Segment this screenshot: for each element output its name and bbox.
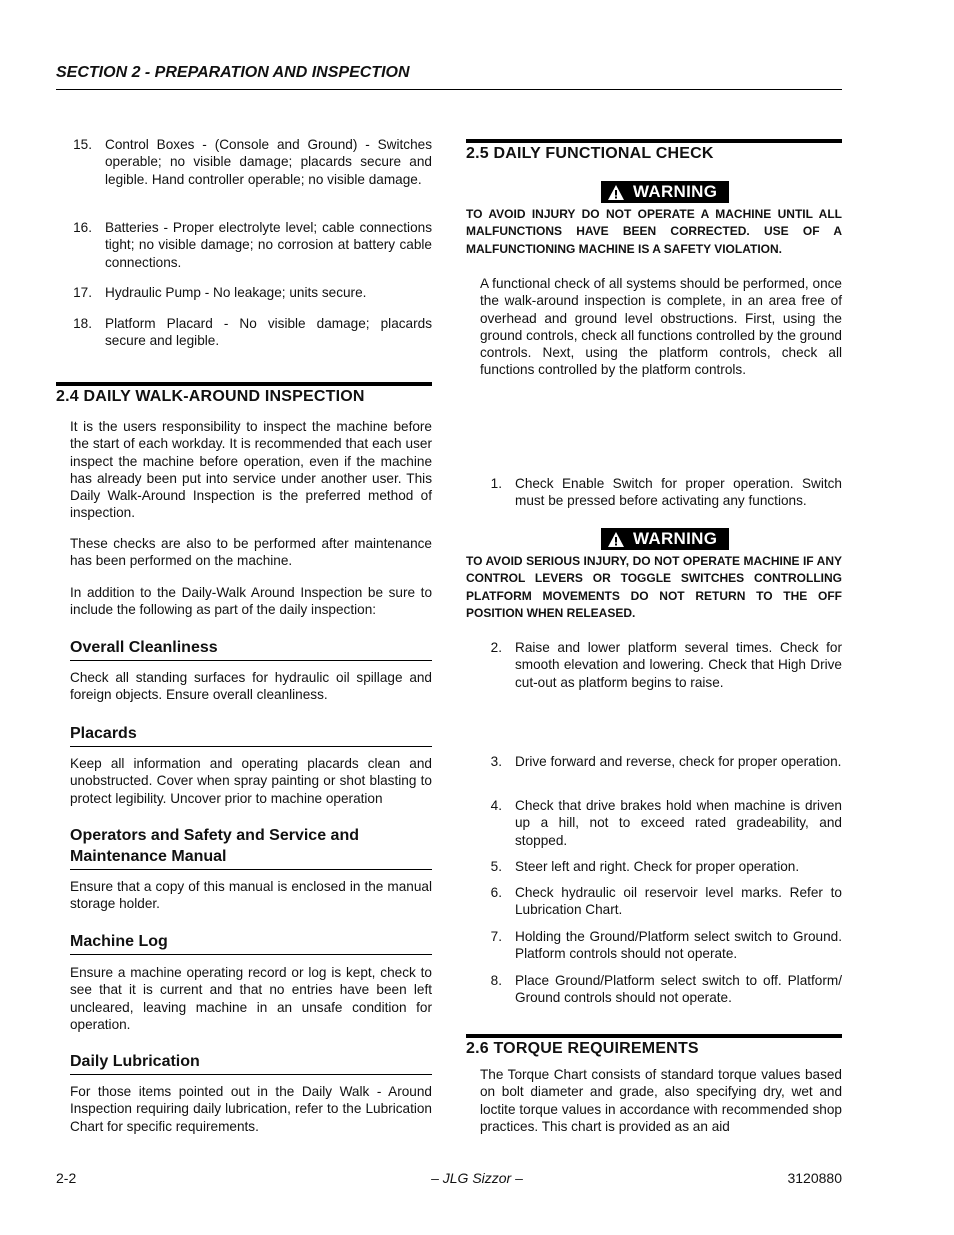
subsection-title: Operators and Safety and Service and Maintenance Manual [70, 827, 359, 865]
paragraph: In addition to the Daily-Walk Around Inspection be sure to include the following as part of the daily inspection: [70, 585, 432, 618]
list-item-text: Platform Placard - No visible damage; placards secure and legible. [105, 316, 432, 349]
header-divider [56, 89, 842, 90]
subsection-title: Daily Lubrication [70, 1053, 200, 1070]
section-header-title: SECTION 2 - PREPARATION AND INSPECTION [56, 64, 410, 81]
list-item-number: 2. [490, 640, 502, 655]
subsection-rule [70, 1074, 432, 1075]
list-item-text: Check Enable Switch for proper operation. Switch must be pressed before activating any functions. [515, 476, 842, 509]
list-item-text: Steer left and right. Check for proper operation. [515, 859, 800, 874]
page-number: 2-2 [56, 1170, 77, 1186]
section-bar [466, 1034, 842, 1038]
warning-text: TO AVOID SERIOUS INJURY, DO NOT OPERATE MACHINE IF ANY CONTROL LEVERS OR TOGGLE SWITCHES CONTROLLING PLATFORM MOVEMENTS DO NOT RETURN TO THE OFF POSITION WHEN RELEASED. [466, 554, 842, 620]
list-item-number: 16. [73, 220, 92, 235]
warning-triangle-icon [607, 531, 625, 548]
list-item-number: 6. [490, 885, 502, 900]
list-item [480, 858, 842, 878]
section-bar [466, 139, 842, 143]
subsection-title: Overall Cleanliness [70, 639, 218, 656]
list-item-text: Check hydraulic oil reservoir level marks. Refer to Lubrication Chart. [515, 885, 842, 918]
list-item-number: 5. [490, 859, 502, 874]
paragraph: For those items pointed out in the Daily Walk - Around Inspection requiring daily lubrication, refer to the Lubrication Chart for specific requirements. [70, 1084, 432, 1134]
list-item [480, 972, 842, 1008]
paragraph: A functional check of all systems should be performed, once the walk-around inspection is complete, in an area free of overhead and ground level obstructions. First, using the ground controls, check all functions controlled by the ground controls. Next, using the platform controls, check all functions controlled by the platform controls. [480, 276, 842, 378]
list-item [480, 639, 842, 693]
warning-triangle-icon [607, 184, 625, 201]
subsection-rule [70, 869, 432, 870]
warning-label-text: WARNING [633, 182, 718, 201]
section-title-2-5: 2.5 DAILY FUNCTIONAL CHECK [466, 145, 714, 162]
subsection-rule [70, 746, 432, 747]
list-item [62, 284, 432, 304]
list-item-text: Check that drive brakes hold when machine is driven up a hill, not to exceed rated gradeability, and stopped. [515, 798, 842, 848]
list-item-text: Batteries - Proper electrolyte level; cable connections tight; no visible damage; no corrosion at battery cable connections. [105, 220, 432, 270]
paragraph: Keep all information and operating placards clean and unobstructed. Cover when spray painting or shot blasting to protect legibility. Uncover prior to machine operation [70, 756, 432, 806]
subsection-rule [70, 954, 432, 955]
list-item-text: Place Ground/Platform select switch to off. Platform/ Ground controls should not operate. [515, 973, 842, 1006]
document-number: 3120880 [787, 1170, 842, 1186]
list-item-text: Drive forward and reverse, check for proper operation. [515, 754, 842, 769]
list-item-number: 1. [490, 476, 502, 491]
section-title-2-4: 2.4 DAILY WALK-AROUND INSPECTION [56, 388, 365, 405]
list-item-text: Control Boxes - (Console and Ground) - Switches operable; no visible damage; placards secure and legible. Hand controller operable; no visible damage. [105, 137, 432, 187]
subsection-title: Machine Log [70, 933, 168, 950]
list-item-number: 3. [490, 754, 502, 769]
section-bar [56, 382, 432, 386]
list-item-text: Hydraulic Pump - No leakage; units secure. [105, 285, 367, 300]
list-item [480, 884, 842, 920]
list-item-number: 8. [490, 973, 502, 988]
list-item-text: Raise and lower platform several times. Check for smooth elevation and lowering. Check that High Drive cut-out as platform begins to raise. [515, 640, 842, 690]
paragraph: Ensure a machine operating record or log is kept, check to see that it is current and that no entries have been left uncleared, leaving machine in an unsafe condition for operation. [70, 965, 432, 1032]
list-item [480, 753, 842, 789]
warning-label [601, 181, 729, 203]
list-item-number: 18. [73, 316, 92, 331]
subsection-title: Placards [70, 725, 137, 742]
paragraph: The Torque Chart consists of standard torque values based on bolt diameter and grade, also specifying dry, wet and loctite torque values in accordance with recommended shop practices. This chart is provided as an aid [480, 1067, 842, 1134]
list-item-text: Holding the Ground/Platform select switch to Ground. Platform controls should not operate. [515, 929, 842, 962]
paragraph: These checks are also to be performed after maintenance has been performed on the machine. [70, 536, 432, 569]
list-item [62, 315, 432, 351]
section-title-2-6: 2.6 TORQUE REQUIREMENTS [466, 1040, 699, 1057]
list-item-number: 7. [490, 929, 502, 944]
list-item-number: 17. [73, 285, 92, 300]
list-item [62, 136, 432, 208]
paragraph: It is the users responsibility to inspect the machine before the start of each workday. It is recommended that each user inspect the machine before operation, even if the machine has already been put into service under another user. This Daily Walk-Around Inspection is the preferred method of inspection. [70, 419, 432, 521]
list-item [480, 475, 842, 511]
warning-label [601, 528, 729, 550]
subsection-rule [70, 660, 432, 661]
list-item-number: 4. [490, 798, 502, 813]
list-item [480, 928, 842, 964]
list-item [480, 797, 842, 851]
paragraph: Check all standing surfaces for hydraulic oil spillage and foreign objects. Ensure overall cleanliness. [70, 670, 432, 703]
warning-text: TO AVOID INJURY DO NOT OPERATE A MACHINE UNTIL ALL MALFUNCTIONS HAVE BEEN CORRECTED. USE OF A MALFUNCTIONING MACHINE IS A SAFETY VIOLATION. [466, 207, 842, 256]
footer-title: – JLG Sizzor – [431, 1170, 523, 1186]
paragraph: Ensure that a copy of this manual is enclosed in the manual storage holder. [70, 879, 432, 912]
list-item [62, 219, 432, 273]
warning-label-text: WARNING [633, 529, 718, 548]
list-item-number: 15. [73, 137, 92, 152]
